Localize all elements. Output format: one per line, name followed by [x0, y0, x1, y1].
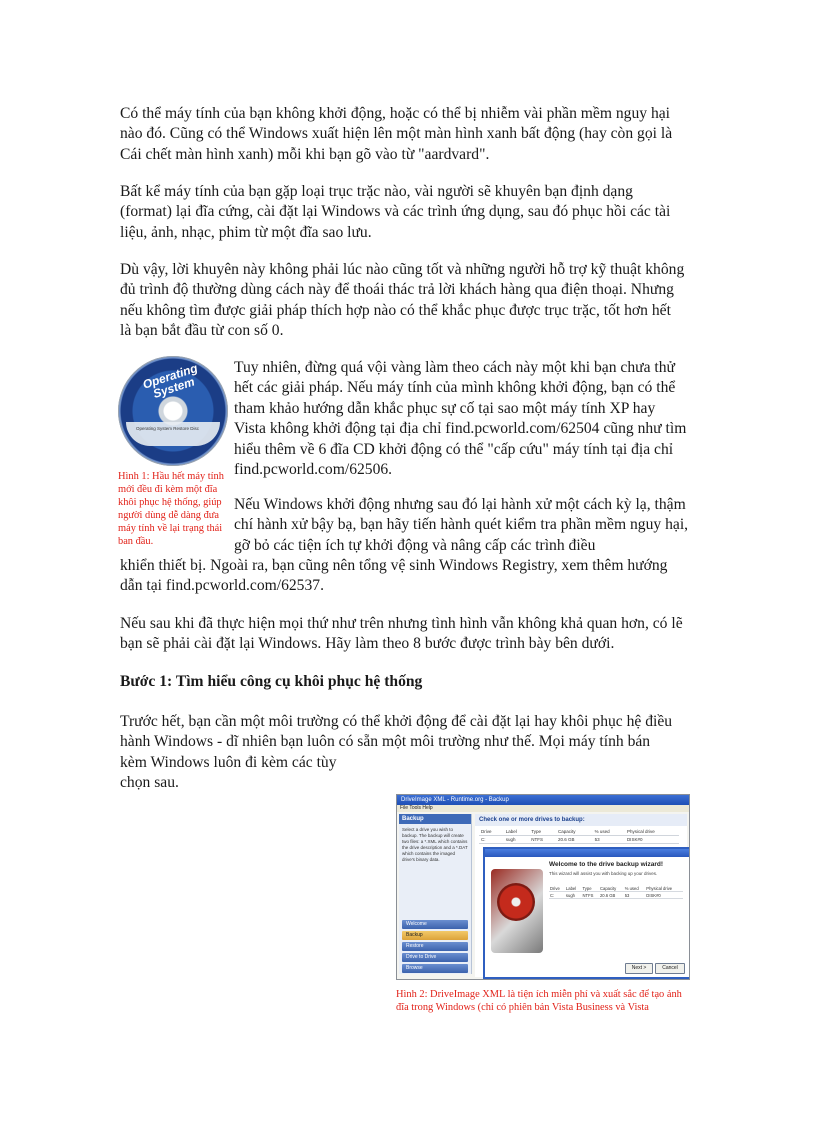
col-type: Type	[581, 885, 598, 892]
col-used: % used	[624, 885, 646, 892]
col-type: Type	[529, 828, 556, 836]
paragraph-format-advice: Bất kể máy tính của bạn gặp loại trục trặc nào, vài người sẽ khuyên bạn định dạng (format) lại đĩa cứng, cài đặt lại Windows và các trình ứng dụng, sau đó phục hồi các tài liệu, ảnh, nhạc, phim từ một đĩa sao lưu.	[120, 183, 671, 241]
paragraph-drivers: khiển thiết bị. Ngoài ra, bạn cũng nên tổng vệ sinh Windows Registry, xem thêm hướng dẫn tại find.pcworld.com/62537.	[120, 557, 668, 595]
col-drive: Drive	[479, 828, 504, 836]
window-titlebar: DriveImage XML - Runtime.org - Backup	[397, 795, 689, 805]
col-label: Label	[504, 828, 530, 836]
nav-drive-to-drive: Drive to Drive	[402, 953, 468, 962]
paragraph-restore-env-end: chọn sau.	[120, 774, 179, 791]
cell: 20.6 GB	[556, 836, 593, 844]
step-1-heading: Bước 1: Tìm hiểu công cụ khôi phục hệ thống	[120, 673, 423, 690]
cell: NTFS	[581, 892, 598, 899]
cell: 20.6 GB	[599, 892, 624, 899]
sidebar	[399, 814, 472, 974]
col-drive: Drive	[549, 885, 565, 892]
dialog-heading: Welcome to the drive backup wizard!	[549, 861, 664, 868]
cell: C:	[549, 892, 565, 899]
table-row	[479, 836, 679, 844]
window-menubar: File Tools Help	[397, 805, 689, 812]
dialog-drive-table	[549, 885, 683, 899]
sidebar-description: Select a drive you wish to backup. The backup will create two files: a *.XML which contains the drive description and a *.DAT which contains the imaged drive's binary data.	[402, 827, 468, 862]
cell: 53	[624, 892, 646, 899]
paragraph-restore-env: Trước hết, bạn cần một môi trường có thể khởi động để cài đặt lại hay khôi phục hệ điều hành Windows - dĩ nhiên bạn luôn có sẵn một môi trường như thế. Mọi máy tính bán	[120, 713, 673, 751]
dialog-titlebar	[485, 849, 689, 857]
sidebar-heading: Backup	[399, 814, 471, 824]
cell: sugh	[504, 836, 530, 844]
cd-title: Operating System	[141, 360, 200, 401]
paragraph-restore-env-cont: kèm Windows luôn đi kèm các tùy	[120, 754, 337, 771]
nav-browse: Browse	[402, 964, 468, 973]
cancel-button: Cancel	[655, 963, 685, 974]
main-heading: Check one or more drives to backup:	[475, 814, 687, 826]
paragraph-reinstall: Nếu sau khi đã thực hiện mọi thứ như trên nhưng tình hình vẫn không khả quan hơn, có lẽ bạn sẽ phải cài đặt lại Windows. Hãy làm theo 8 bước được trình bày bên dưới.	[120, 615, 683, 653]
paragraph-malware-scan: Nếu Windows khởi động nhưng sau đó lại hành xử một cách kỳ lạ, thậm chí hành xử bậy bạ, bạn hãy tiến hành quét kiểm tra phần mềm nguy hại, gỡ bỏ các tiện ích tự khởi động và nâng cấp các trình điều	[234, 496, 689, 554]
col-physical: Physical drive	[645, 885, 683, 892]
cell: DISK#0	[625, 836, 679, 844]
col-physical: Physical drive	[625, 828, 679, 836]
cell: DISK#0	[645, 892, 683, 899]
paragraph-boot-troubleshoot: Tuy nhiên, đừng quá vội vàng làm theo cách này một khi bạn chưa thử hết các giải pháp. Nếu máy tính của mình không khởi động, bạn có thể tham khảo hướng dẫn khắc phục sự cố tại sao một máy tính XP hay Vista không khởi động tại địa chỉ find.pcworld.com/62504 cũng như tìm hiểu thêm về 6 đĩa CD khởi động có thể "cấp cứu" máy tính tại địa chỉ find.pcworld.com/62506.	[234, 359, 687, 479]
figure-1-caption: Hình 1: Hầu hết máy tính mới đều đi kèm một đĩa khôi phục hệ thống, giúp người dùng dễ dàng đưa máy tính về lại trạng thái ban đầu.	[118, 471, 224, 547]
figure-cd	[118, 356, 228, 466]
paragraph-intro: Có thể máy tính của bạn không khởi động, hoặc có thể bị nhiễm vài phần mềm nguy hại nào đó. Cũng có thể Windows xuất hiện lên một màn hình xanh bất động (hay còn gọi là Cái chết màn hình xanh) mỗi khi bạn gõ vào từ "aardvard".	[120, 105, 673, 163]
next-button: Next >	[625, 963, 653, 974]
dialog-subtext: This wizard will assist you with backing up your drives.	[549, 871, 658, 876]
drive-table	[479, 828, 679, 844]
cell: sugh	[565, 892, 582, 899]
cd-subtitle: Operating System Restore Disc	[136, 426, 200, 431]
col-label: Label	[565, 885, 582, 892]
cell: NTFS	[529, 836, 556, 844]
nav-backup: Backup	[402, 931, 468, 940]
paragraph-caution: Dù vậy, lời khuyên này không phải lúc nào cũng tốt và những người hỗ trợ kỹ thuật không đủ trình độ thường dùng cách này để thoái thác trả lời khách hàng qua điện thoại. Nhưng nếu không tìm được giải pháp thích hợp nào có thể khắc phục được trục trặc, tốt hơn hết là bạn bắt đầu từ con số 0.	[120, 261, 685, 340]
cell: C:	[479, 836, 504, 844]
col-used: % used	[593, 828, 625, 836]
nav-restore: Restore	[402, 942, 468, 951]
figure-2-caption: Hình 2: DriveImage XML là tiện ích miễn phí và xuất sắc để tạo ảnh đĩa trong Windows (chỉ có phiên bản Vista Business và Vista	[396, 989, 682, 1013]
figure-driveimage-screenshot	[396, 794, 690, 980]
col-capacity: Capacity	[599, 885, 624, 892]
disk-platter-icon	[497, 883, 535, 921]
table-row	[549, 892, 683, 899]
cell: 53	[593, 836, 625, 844]
nav-welcome: Welcome	[402, 920, 468, 929]
col-capacity: Capacity	[556, 828, 593, 836]
backup-wizard-dialog	[483, 847, 690, 979]
